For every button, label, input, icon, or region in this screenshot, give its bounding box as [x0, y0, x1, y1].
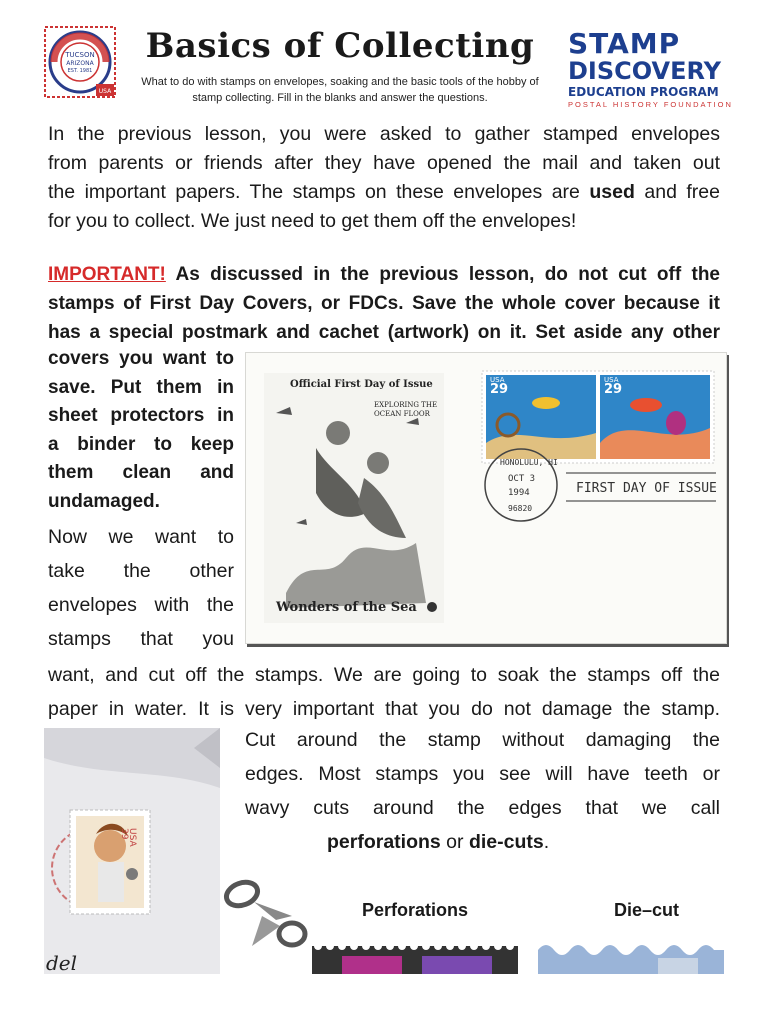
- stamp-discovery-logo: [568, 27, 734, 110]
- important-narrow-3: sheet protectors in: [48, 405, 234, 426]
- stamp-value-right: 29: [604, 382, 623, 397]
- seal-country: USA: [98, 88, 112, 95]
- seal-city: TUCSON: [65, 51, 95, 59]
- cut-paragraph: [245, 723, 720, 859]
- die-cuts-term: die-cuts: [468, 831, 544, 853]
- important-note: [48, 260, 720, 347]
- now-line-1: Now we want to: [48, 526, 234, 548]
- used-word: used: [589, 181, 635, 203]
- cachet-subtitle-1: EXPLORING THE: [374, 401, 438, 409]
- subtitle-line-1: What to do with stamps on envelopes, soaking and the basic tools of the hobby of: [141, 76, 539, 88]
- stamp-country-right: USA: [604, 376, 619, 384]
- stamp-value-left: 29: [490, 382, 509, 397]
- envelope-stamp-country: USA: [127, 828, 137, 847]
- scissors-icon: [222, 876, 312, 956]
- postal-history-foundation-seal: [44, 26, 116, 98]
- logo-word-discovery: DISCOVERY: [568, 57, 722, 85]
- intro-line-3: the important papers. The stamps on these envelopes are used and free: [48, 181, 720, 203]
- soak-line-2: paper in water. It is very important that you do not damage the stamp.: [48, 698, 720, 720]
- intro-line-4: for you to collect. We just need to get them off the envelopes!: [48, 210, 577, 232]
- postmark-date: OCT 3: [508, 474, 536, 484]
- cut-line-3: wavy cuts around the edges that we call: [245, 797, 720, 819]
- cachet-title: Official First Day of Issue: [290, 379, 433, 390]
- intro-line-1: In the previous lesson, you were asked to gather stamped envelopes: [48, 123, 720, 145]
- important-label: IMPORTANT!: [48, 264, 166, 285]
- first-day-cover-image: [245, 352, 727, 644]
- cut-line-2: edges. Most stamps you see will have teeth or: [245, 763, 720, 785]
- important-narrow-2: save. Put them in: [48, 376, 234, 398]
- seal-state: ARIZONA: [66, 60, 94, 67]
- die-cut-stamp-sample: [538, 938, 724, 974]
- intro-line-2: from parents or friends after they have opened the mail and taken out: [48, 152, 720, 174]
- envelope-stamp-value: 39: [119, 828, 129, 840]
- important-narrow-6: undamaged.: [48, 490, 160, 512]
- perforations-term: perforations: [327, 831, 441, 853]
- important-line-3: has a special postmark and cachet (artwork) on it. Set aside any other: [48, 322, 720, 343]
- now-paragraph: [48, 520, 234, 656]
- important-narrow-5: them clean and: [48, 462, 234, 483]
- soak-paragraph: [48, 658, 720, 726]
- important-narrow-4: a binder to keep: [48, 433, 234, 455]
- perf-sentence: perforations or die-cuts.: [327, 831, 550, 853]
- postmark-city: HONOLULU, HI: [500, 458, 558, 467]
- subtitle-line-2: stamp collecting. Fill in the blanks and answer the questions.: [192, 92, 488, 104]
- now-line-3: envelopes with the: [48, 594, 234, 616]
- perforations-label: Perforations: [362, 900, 469, 920]
- cancel-text: FIRST DAY OF ISSUE: [576, 481, 717, 496]
- cachet-subtitle-2: OCEAN FLOOR: [374, 410, 430, 418]
- seal-est: EST. 1981: [67, 68, 93, 74]
- intro-paragraph: [48, 120, 720, 236]
- important-narrow-1: covers you want to: [48, 348, 234, 369]
- page-title: Basics of Collecting: [145, 26, 535, 66]
- logo-education-program: EDUCATION PROGRAM: [568, 85, 719, 99]
- important-narrow-column: [48, 345, 234, 516]
- handwriting: del: [46, 951, 78, 974]
- now-line-2: take the other: [48, 560, 234, 582]
- soak-line-1: want, and cut off the stamps. We are going to soak the stamps off the: [48, 664, 720, 686]
- stamp-country-left: USA: [490, 376, 505, 384]
- postmark-year: 1994: [508, 488, 530, 498]
- now-line-4: stamps that you: [48, 628, 234, 650]
- die-cut-label: Die–cut: [614, 900, 680, 920]
- envelope-stamp-photo: [44, 728, 220, 974]
- important-line-2: stamps of First Day Covers, or FDCs. Save the whole cover because it: [48, 293, 720, 314]
- postmark-zip: 96820: [508, 504, 533, 513]
- important-line-1: IMPORTANT! As discussed in the previous lesson, do not cut off the: [48, 264, 720, 285]
- logo-foundation: POSTAL HISTORY FOUNDATION: [568, 100, 733, 109]
- cut-line-1: Cut around the stamp without damaging the: [245, 729, 720, 751]
- cachet-footer: Wonders of the Sea: [276, 600, 417, 615]
- perforated-stamp-sample: [312, 940, 518, 974]
- page-subtitle: [120, 74, 560, 106]
- logo-word-stamp: STAMP: [568, 27, 681, 60]
